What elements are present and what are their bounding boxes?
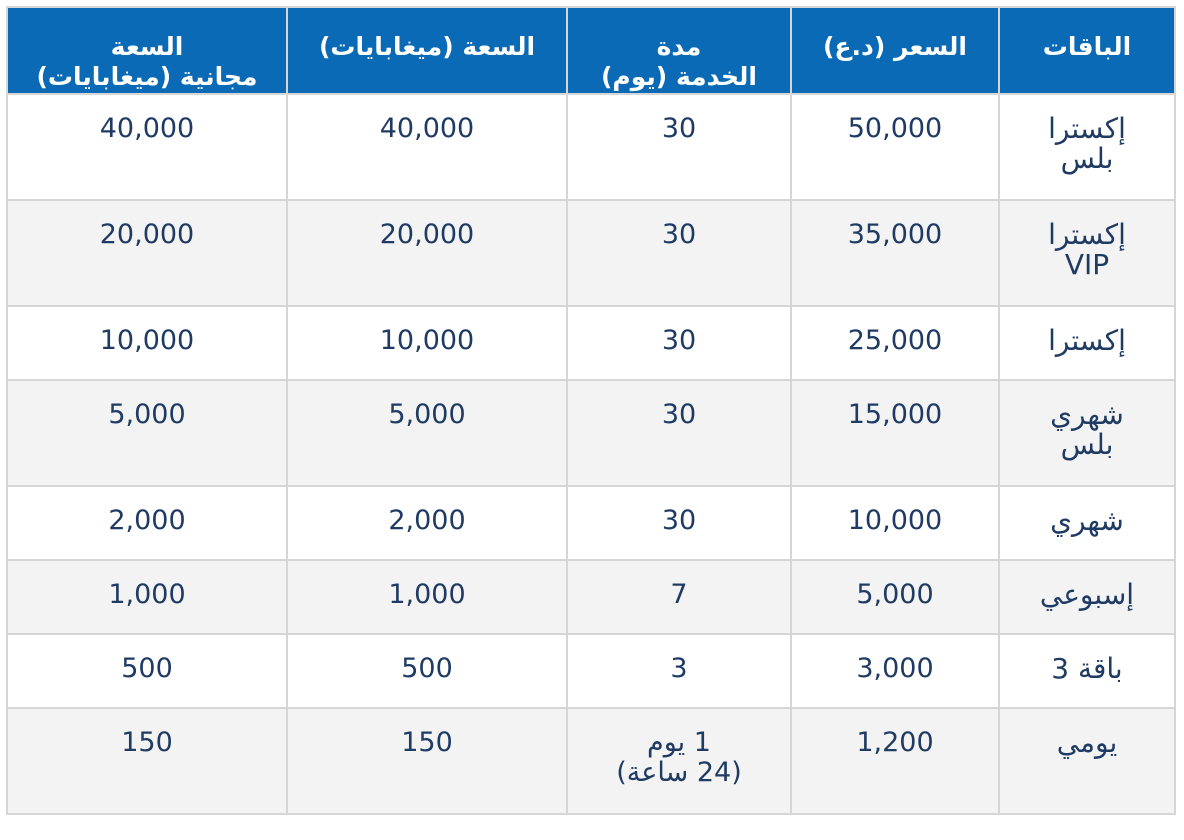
capacity-cell: 150 bbox=[287, 708, 567, 814]
table-row bbox=[7, 560, 1175, 634]
price-cell: 50,000 bbox=[791, 94, 999, 200]
duration-cell: 30 bbox=[567, 94, 791, 200]
capacity-cell: 1,000 bbox=[287, 560, 567, 634]
package-name-cell: يومي bbox=[999, 708, 1175, 814]
capacity-cell: 40,000 bbox=[287, 94, 567, 200]
duration-cell: 30 bbox=[567, 486, 791, 560]
price-cell: 25,000 bbox=[791, 306, 999, 380]
price-cell: 1,200 bbox=[791, 708, 999, 814]
capacity-cell: 20,000 bbox=[287, 200, 567, 306]
package-name-cell: شهري bbox=[999, 486, 1175, 560]
header-label: مدة الخدمة (يوم) bbox=[601, 32, 757, 91]
header-duration bbox=[567, 7, 791, 94]
table-row bbox=[7, 708, 1175, 814]
table-row bbox=[7, 94, 1175, 200]
header-packages bbox=[999, 7, 1175, 94]
price-cell: 3,000 bbox=[791, 634, 999, 708]
price-cell: 15,000 bbox=[791, 380, 999, 486]
header-free-capacity bbox=[7, 7, 287, 94]
header-label: السعر (د.ع) bbox=[822, 32, 968, 61]
header-label: السعة مجانية (ميغابايات) bbox=[36, 32, 258, 91]
package-name-cell: إسبوعي bbox=[999, 560, 1175, 634]
table-header-row bbox=[7, 7, 1175, 94]
capacity-cell: 10,000 bbox=[287, 306, 567, 380]
duration-cell: 30 bbox=[567, 306, 791, 380]
table-row bbox=[7, 306, 1175, 380]
free-capacity-cell: 40,000 bbox=[7, 94, 287, 200]
free-capacity-cell: 500 bbox=[7, 634, 287, 708]
table-row bbox=[7, 486, 1175, 560]
free-capacity-cell: 1,000 bbox=[7, 560, 287, 634]
duration-cell: 7 bbox=[567, 560, 791, 634]
price-cell: 35,000 bbox=[791, 200, 999, 306]
table-row bbox=[7, 634, 1175, 708]
packages-table-container bbox=[6, 6, 1176, 815]
duration-cell: 3 bbox=[567, 634, 791, 708]
header-capacity bbox=[287, 7, 567, 94]
table-row bbox=[7, 380, 1175, 486]
capacity-cell: 5,000 bbox=[287, 380, 567, 486]
free-capacity-cell: 10,000 bbox=[7, 306, 287, 380]
duration-cell: 1 يوم (24 ساعة) bbox=[567, 708, 791, 814]
package-name-cell: إكسترا VIP bbox=[999, 200, 1175, 306]
duration-cell: 30 bbox=[567, 380, 791, 486]
header-label: الباقات bbox=[1042, 32, 1132, 61]
package-name-cell: إكسترا bbox=[999, 306, 1175, 380]
capacity-cell: 2,000 bbox=[287, 486, 567, 560]
free-capacity-cell: 20,000 bbox=[7, 200, 287, 306]
price-cell: 10,000 bbox=[791, 486, 999, 560]
package-name-cell: إكسترا بلس bbox=[999, 94, 1175, 200]
package-name-cell: شهري بلس bbox=[999, 380, 1175, 486]
header-price bbox=[791, 7, 999, 94]
capacity-cell: 500 bbox=[287, 634, 567, 708]
free-capacity-cell: 2,000 bbox=[7, 486, 287, 560]
table-row bbox=[7, 200, 1175, 306]
packages-table bbox=[6, 6, 1176, 815]
package-name-cell: باقة 3 bbox=[999, 634, 1175, 708]
duration-cell: 30 bbox=[567, 200, 791, 306]
header-label: السعة (ميغابايات) bbox=[318, 32, 536, 61]
free-capacity-cell: 150 bbox=[7, 708, 287, 814]
price-cell: 5,000 bbox=[791, 560, 999, 634]
free-capacity-cell: 5,000 bbox=[7, 380, 287, 486]
